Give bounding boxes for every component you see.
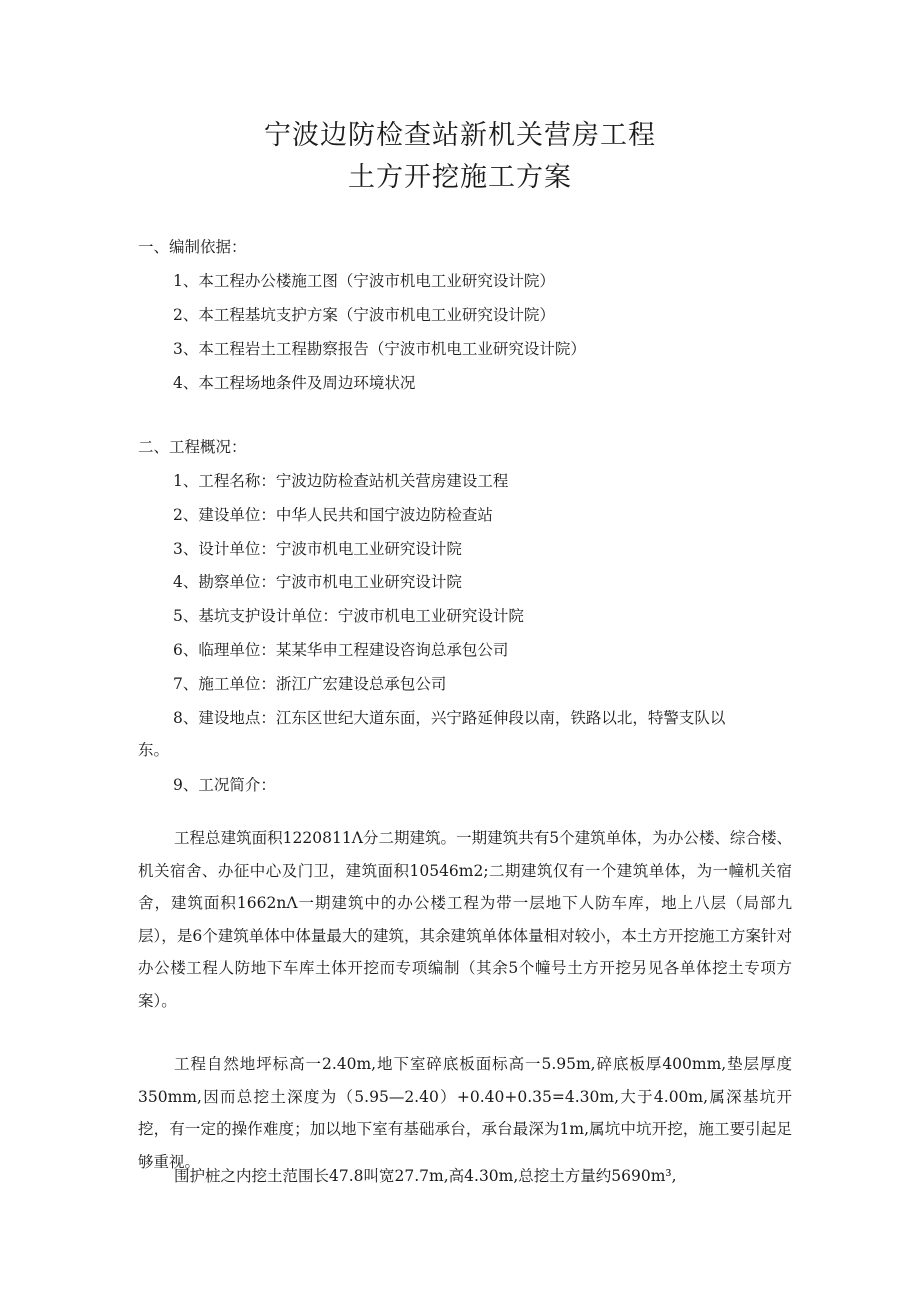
overview-item: 7、施工单位：浙江广宏建设总承包公司: [173, 675, 447, 693]
overview-item: 5、基坑支护设计单位：宁波市机电工业研究设计院: [173, 607, 524, 625]
overview-item: 4、勘察单位：宁波市机电工业研究设计院: [173, 573, 462, 591]
section-heading-overview: 二、工程概况：: [138, 438, 247, 456]
overview-item: 2、建设单位：中华人民共和国宁波边防检查站: [173, 506, 493, 524]
basis-item: 1、本工程办公楼施工图（宁波市机电工业研究设计院）: [173, 272, 555, 290]
overview-item: 9、工况简介：: [173, 776, 276, 794]
basis-item: 3、本工程岩土工程勘察报告（宁波市机电工业研究设计院）: [173, 340, 586, 358]
overview-item: 1、工程名称：宁波边防检查站机关营房建设工程: [173, 472, 509, 490]
document-subtitle: 土方开挖施工方案: [348, 162, 572, 193]
body-paragraph: 围护桩之内挖土范围长47.8叫宽27.7m,高4.30m,总挖土方量约5690m³,: [174, 1167, 677, 1185]
basis-item: 2、本工程基坑支护方案（宁波市机电工业研究设计院）: [173, 306, 555, 324]
body-paragraph: 工程自然地坪标高一2.40m,地下室碎底板面标高一5.95m,碎底板厚400mm,垫层厚度350mm,因而总挖土深度为（5.95—2.40）+0.40+0.35=4.30m,大于4.00m,属深基坑开挖，有一定的操作难度；加以地下室有基础承台，承台最深为1m,属坑中坑开挖，施工要引起足够重视。: [138, 1055, 792, 1171]
section-heading-basis: 一、编制依据：: [138, 238, 247, 256]
overview-item: 6、临理单位：某某华申工程建设咨询总承包公司: [173, 641, 509, 659]
overview-item: 8、建设地点：江东区世纪大道东面，兴宁路延伸段以南，铁路以北，特警支队以: [173, 709, 726, 727]
overview-item-continuation: 东。: [138, 741, 170, 759]
overview-item: 3、设计单位：宁波市机电工业研究设计院: [173, 540, 462, 558]
basis-item: 4、本工程场地条件及周边环境状况: [173, 374, 416, 392]
document-title: 宁波边防检查站新机关营房工程: [264, 120, 656, 151]
body-paragraph: 工程总建筑面积1220811Λ分二期建筑。一期建筑共有5个建筑单体，为办公楼、综合楼、机关宿舍、办征中心及门卫，建筑面积10546m2;二期建筑仅有一个建筑单体，为一幢机关宿舍，建筑面积1662nΛ一期建筑中的办公楼工程为带一层地下人防车库，地上八层（局部九层），是6个建筑单体中体量最大的建筑，其余建筑单体体量相对较小，本土方开挖施工方案针对办公楼工程人防地下车库土体开挖而专项编制（其余5个幢号土方开挖另见各单体挖土专项方案）。: [138, 829, 792, 1010]
